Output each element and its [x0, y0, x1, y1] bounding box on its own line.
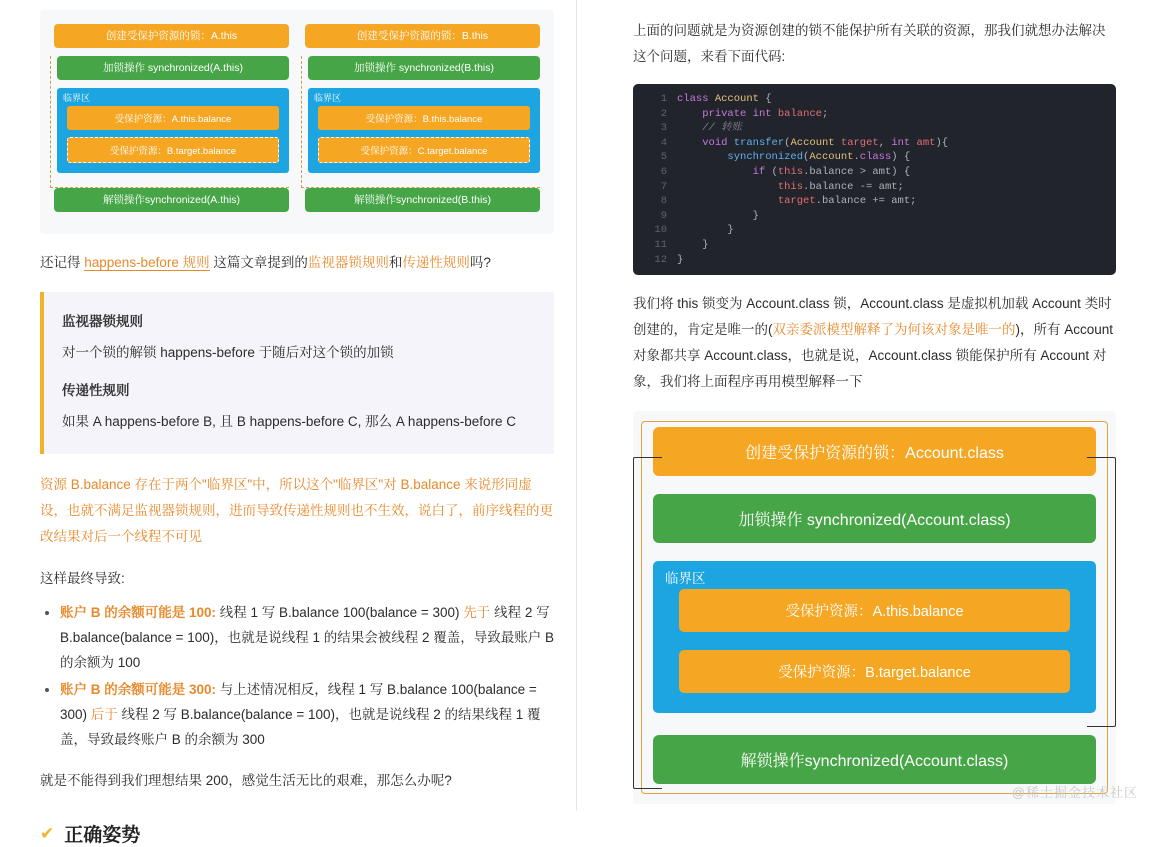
transitive-rule-link[interactable]: 传递性规则 — [402, 255, 470, 270]
code-line — [633, 194, 1116, 209]
code-line — [633, 238, 1116, 253]
code-line-text: } — [677, 253, 684, 266]
happens-before-link[interactable]: happens-before 规则 — [84, 255, 210, 270]
code-line — [633, 223, 1116, 238]
code-line — [633, 180, 1116, 195]
list-item-emphasis: 后于 — [90, 707, 118, 722]
code-line-text: if (this.balance > amt) { — [752, 165, 911, 178]
list-item-text-a: 与上述情况相反，线程 1 写 B.balance 100(balance = 300) — [60, 682, 537, 722]
monitor-rule-text: 对一个锁的解锁 happens-before 于随后对这个锁的加锁 — [62, 345, 394, 360]
code-line-number: 3 — [660, 122, 667, 135]
critical-section — [653, 561, 1096, 713]
code-line-number: 1 — [660, 93, 667, 105]
code-line-number: 8 — [660, 195, 667, 208]
code-line-text: void transfer(Account target, int amt){ — [702, 136, 949, 149]
code-line-text: target.balance += amt; — [777, 195, 917, 208]
code-line-text: private int balance; — [702, 107, 829, 120]
monitor-rule-title: 监视器锁规则 — [62, 314, 143, 329]
lock-op-bar: 加锁操作 synchronized(A.this) — [57, 56, 289, 80]
recall-and: 和 — [388, 255, 403, 270]
rules-quote-block — [40, 292, 554, 454]
list-item — [60, 677, 554, 752]
explain-text-a: 我们将 this 锁变为 Account.class 锁，Account.class 是虚拟机加载 Account 类时创建的，肯定是唯一的( — [633, 296, 1112, 338]
protected-resource: 受保护资源：B.this.balance — [318, 106, 530, 130]
code-block — [633, 84, 1116, 275]
protected-resource: 受保护资源：A.this.balance — [67, 106, 279, 130]
unlock-op-bar: 解锁操作synchronized(A.this) — [54, 188, 289, 212]
code-line-number: 2 — [660, 107, 667, 120]
unlock-op-bar: 解锁操作synchronized(B.this) — [305, 188, 540, 212]
code-line-number: 10 — [654, 224, 667, 237]
recall-paragraph — [40, 250, 554, 276]
recall-pre: 还记得 — [40, 255, 85, 270]
code-line — [633, 121, 1116, 136]
code-line-text: } — [677, 209, 759, 222]
highlight-paragraph: 资源 B.balance 存在于两个"临界区"中，所以这个"临界区"对 B.balance 来说形同虚设，也就不满足监视器锁规则，进而导致传递性规则也不生效，说白了，前序线程的更改结果对后一个线程不可见 — [40, 477, 553, 544]
parent-delegation-link[interactable]: 双亲委派模型解释了为何该对象是唯一的 — [772, 322, 1016, 338]
explain-paragraph — [633, 291, 1116, 395]
code-line-number: 6 — [660, 165, 667, 178]
critical-section — [57, 88, 289, 173]
critical-section — [308, 88, 540, 173]
transitive-rule-title: 传递性规则 — [62, 383, 130, 398]
protected-resource: 受保护资源：B.target.balance — [679, 650, 1070, 693]
code-line-text: } — [677, 238, 709, 251]
closing-paragraph: 就是不能得到我们理想结果 200，感觉生活无比的艰难，那怎么办呢? — [40, 773, 452, 788]
code-line-number: 12 — [654, 253, 667, 266]
unlock-op-bar: 解锁操作synchronized(Account.class) — [653, 735, 1096, 784]
recall-end: 吗? — [469, 255, 491, 270]
code-line-number: 4 — [660, 136, 667, 149]
protected-resource: 受保护资源：C.target.balance — [318, 137, 530, 163]
lock-create-bar: 创建受保护资源的锁：B.this — [305, 24, 540, 48]
intro-paragraph: 上面的问题就是为资源创建的锁不能保护所有关联的资源，那我们就想办法解决这个问题，来看下面代码: — [633, 23, 1106, 64]
list-item-strong: 账户 B 的余额可能是 300: — [60, 682, 217, 697]
left-column — [0, 0, 577, 846]
code-line-text: this.balance -= amt; — [777, 180, 904, 193]
lock-create-bar: 创建受保护资源的锁：A.this — [54, 24, 289, 48]
critical-section-label: 临界区 — [314, 93, 342, 103]
list-item-emphasis: 先于 — [463, 605, 491, 620]
code-line — [633, 107, 1116, 122]
code-line — [633, 92, 1116, 107]
critical-section-label: 临界区 — [665, 571, 706, 587]
code-line-number: 7 — [660, 180, 667, 193]
section-heading-text: 正确姿势 — [64, 825, 141, 846]
code-line — [633, 165, 1116, 180]
critical-section-label: 临界区 — [63, 93, 91, 103]
lock-op-bar: 加锁操作 synchronized(Account.class) — [653, 494, 1096, 543]
consequence-list — [40, 600, 554, 752]
code-line — [633, 209, 1116, 224]
list-item-text-b: 线程 2 写 B.balance(balance = 100)，也就是说线程 1 的结果会被线程 2 覆盖，导致最账户 B 的余额为 100 — [60, 605, 555, 670]
transitive-rule-text: 如果 A happens-before B, 且 B happens-before C, 那么 A happens-before C — [62, 414, 517, 429]
code-line-text: synchronized(Account.class) { — [727, 151, 911, 164]
list-item-text-b: 线程 2 写 B.balance(balance = 100)，也就是说线程 2 的结果线程 1 覆盖，导致最终账户 B 的余额为 300 — [60, 707, 541, 747]
lead-paragraph: 这样最终导致: — [40, 571, 125, 586]
check-icon: ✔ — [40, 823, 55, 843]
explain-text-b: )，所有 Account 对象都共享 Account.class，也就是说，Account.class 锁能保护所有 Account 对象，我们将上面程序再用模型解释一下 — [633, 322, 1114, 390]
code-line-text: class Account { — [677, 93, 772, 105]
list-item-strong: 账户 B 的余额可能是 100: — [60, 605, 217, 620]
monitor-rule-link[interactable]: 监视器锁规则 — [307, 255, 389, 270]
diagram-panel-b — [305, 24, 540, 220]
dashed-group — [301, 56, 540, 188]
code-line — [633, 253, 1116, 268]
code-line-text: } — [677, 224, 734, 237]
diagram-panel-a — [54, 24, 289, 220]
list-item-text-a: 线程 1 写 B.balance 100(balance = 300) — [216, 605, 464, 620]
protected-resource: 受保护资源：A.this.balance — [679, 589, 1070, 632]
lock-create-bar: 创建受保护资源的锁：Account.class — [653, 427, 1096, 476]
code-line — [633, 150, 1116, 165]
right-column — [577, 0, 1156, 811]
diagram-two-lock-model — [40, 10, 554, 234]
section-heading — [40, 820, 554, 847]
list-item — [60, 600, 554, 675]
code-line-number: 5 — [660, 151, 667, 164]
diagram-class-lock-model — [633, 411, 1116, 804]
dashed-group — [50, 56, 289, 188]
watermark: @稀土掘金技术社区 — [1011, 785, 1138, 800]
recall-mid: 这篇文章提到的 — [209, 255, 308, 270]
code-line-text: // 转账 — [702, 122, 743, 135]
code-line-number: 9 — [660, 209, 667, 222]
lock-op-bar: 加锁操作 synchronized(B.this) — [308, 56, 540, 80]
code-line-number: 11 — [654, 238, 667, 251]
code-line — [633, 136, 1116, 151]
protected-resource: 受保护资源：B.target.balance — [67, 137, 279, 163]
